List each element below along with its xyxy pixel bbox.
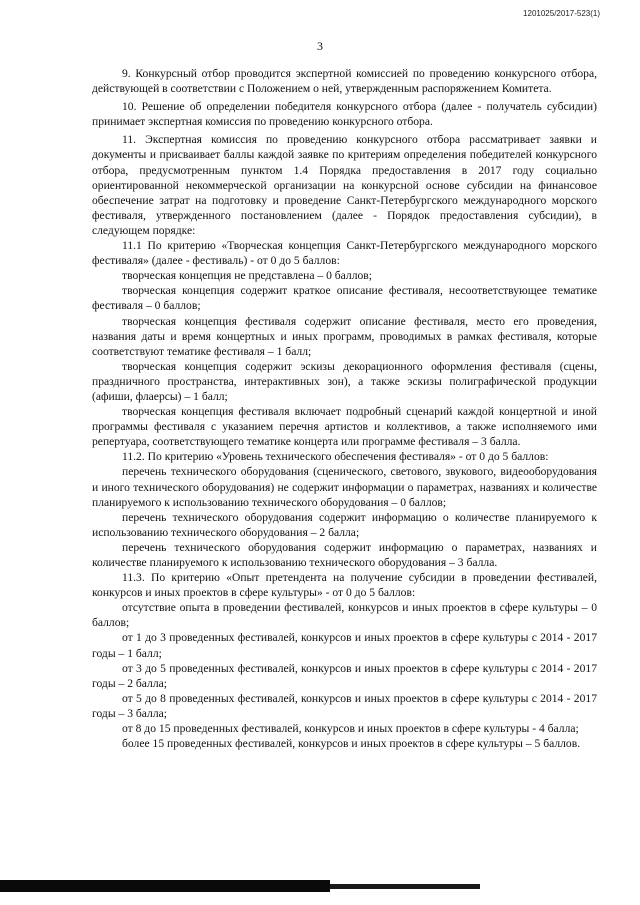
criterion-item: творческая концепция не представлена – 0 баллов; [122,269,372,283]
criterion-item: творческая концепция содержит эскизы декорационного оформления фестиваля (сцены, праздничного пространства, интерактивных зон), а также эскизы полиграфической продукции (афиши, флаерсы) – 1 балл; [92,359,597,403]
criterion-item: от 5 до 8 проведенных фестивалей, конкурсов и иных проектов в сфере культуры с 2014 - 2017 годы – 3 балла; [92,691,597,720]
criterion-item: от 3 до 5 проведенных фестивалей, конкурсов и иных проектов в сфере культуры с 2014 - 2017 годы – 2 балла; [92,661,597,690]
criterion-item: творческая концепция фестиваля содержит описание фестиваля, место его проведения, названия даты и время концертных и иных программ, проводимых в рамках фестиваля, которые соответствуют тематике фестиваля – 1 балл; [92,314,597,358]
scan-edge-bar [0,880,330,892]
criterion-item: более 15 проведенных фестивалей, конкурсов и иных проектов в сфере культуры – 5 баллов. [122,737,581,751]
criterion-item: от 8 до 15 проведенных фестивалей, конкурсов и иных проектов в сфере культуры - 4 балла; [122,722,579,736]
document-id: 1201025/2017-523(1) [523,9,600,18]
paragraph-9: 9. Конкурсный отбор проводится экспертной комиссией по проведению конкурсного отбора, действующей в соответствии с Положением о ней, утвержденным распоряжением Комитета. [92,67,597,96]
criterion-item: перечень технического оборудования содержит информацию о параметрах, названиях и количестве планируемого к использованию технического оборудования – 3 балла. [92,540,597,569]
paragraph-11-1: 11.1 По критерию «Творческая концепция Санкт-Петербургского международного морского фестиваля» (далее - фестиваль) - от 0 до 5 баллов: [92,239,597,268]
paragraph-11-2: 11.2. По критерию «Уровень технического обеспечения фестиваля» - от 0 до 5 баллов: [122,450,549,464]
criterion-item: отсутствие опыта в проведении фестивалей, конкурсов и иных проектов в сфере культуры – 0 баллов; [92,601,597,630]
criterion-item: творческая концепция содержит краткое описание фестиваля, несоответствующее тематике фестиваля – 0 баллов; [92,284,597,313]
paragraph-11-3: 11.3. По критерию «Опыт претендента на получение субсидии в проведении фестивалей, конкурсов и иных проектов в сфере культуры» - от 0 до 5 баллов: [92,571,597,600]
criterion-item: творческая концепция фестиваля включает подробный сценарий каждой концертной и иной программы фестиваля с указанием перечня артистов и коллективов, а также исполняемого ими репертуара, соответствующего тематике концерта или программе фестиваля – 3 балла. [92,405,597,449]
criterion-item: перечень технического оборудования (сценического, светового, звукового, видеооборудования и иного технического оборудования) не содержит информации о параметрах, названиях и количестве планируемого к использованию технического оборудования – 0 баллов; [92,465,597,509]
paragraph-11: 11. Экспертная комиссия по проведению конкурсного отбора рассматривает заявки и документы и присваивает баллы каждой заявке по критериям определения победителей конкурсного отбора, предусмотренным пунктом 1.4 Порядка предоставления в 2017 году социально ориентированной некоммерческой организации на конкурсной основе субсидии на финансовое обеспечение затрат на подготовку и проведение Санкт-Петербургского международного морского фестиваля, утвержденного постановлением (далее - Порядок предоставления субсидии), в следующем порядке: [92,133,597,237]
paragraph-10: 10. Решение об определении победителя конкурсного отбора (далее - получатель субсидии) принимает экспертная комиссия по проведению конкурсного отбора. [92,100,597,129]
criterion-item: от 1 до 3 проведенных фестивалей, конкурсов и иных проектов в сфере культуры с 2014 - 2017 годы – 1 балл; [92,631,597,660]
scan-edge-bar [330,884,480,889]
page-number: 3 [317,39,323,53]
criterion-item: перечень технического оборудования содержит информацию о количестве планируемого к использованию технического оборудования – 2 балла; [92,510,597,539]
document-body [92,66,597,751]
